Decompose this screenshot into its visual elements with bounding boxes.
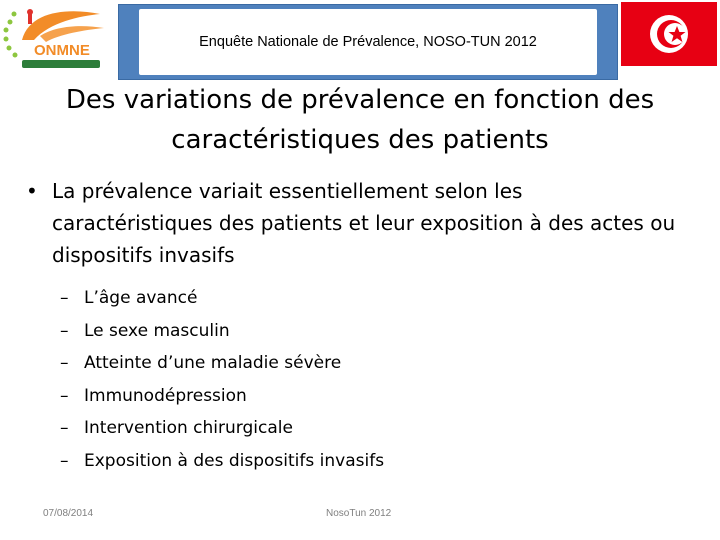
list-item-text: L’âge avancé [84, 288, 198, 308]
logo-name: ONMNE [34, 42, 90, 59]
dash-marker: – [60, 353, 69, 373]
list-item [60, 445, 384, 478]
banner-inner [139, 9, 597, 75]
footer-date: 07/08/2014 [43, 508, 94, 519]
dash-marker: – [60, 418, 69, 438]
list-item [60, 347, 384, 380]
list-item-text: Atteinte d’une maladie sévère [84, 353, 342, 373]
dash-marker: – [60, 288, 69, 308]
list-item [60, 380, 384, 413]
main-bullet [26, 175, 686, 271]
slide-title [0, 80, 720, 160]
list-item [60, 315, 384, 348]
dash-marker: – [60, 450, 69, 471]
tunisia-flag-icon [621, 2, 717, 66]
header-banner [118, 4, 618, 80]
onmne-logo [0, 0, 118, 78]
list-item-text: Intervention chirurgicale [84, 418, 293, 438]
sub-bullet-list [60, 282, 384, 477]
list-item-text: Le sexe masculin [84, 320, 230, 341]
footer-center: NosoTun 2012 [326, 508, 392, 519]
list-item [60, 282, 384, 315]
slide-title-line2: caractéristiques des patients [171, 125, 549, 155]
dash-marker: – [60, 385, 69, 406]
list-item [60, 412, 384, 445]
list-item-text: Immunodépression [84, 385, 247, 406]
slide-title-line1: Des variations de prévalence en fonction des [65, 85, 655, 115]
bullet-marker: • [26, 179, 38, 203]
main-bullet-text: La prévalence variait essentiellement selon les caractéristiques des patients et leur exposition à des actes ou dispositifs invasifs [52, 179, 676, 267]
logo-dots-icon [4, 12, 18, 58]
dash-marker: – [60, 320, 69, 341]
list-item-text: Exposition à des dispositifs invasifs [84, 450, 385, 471]
banner-title: Enquête Nationale de Prévalence, NOSO-TUN 2012 [199, 34, 537, 50]
